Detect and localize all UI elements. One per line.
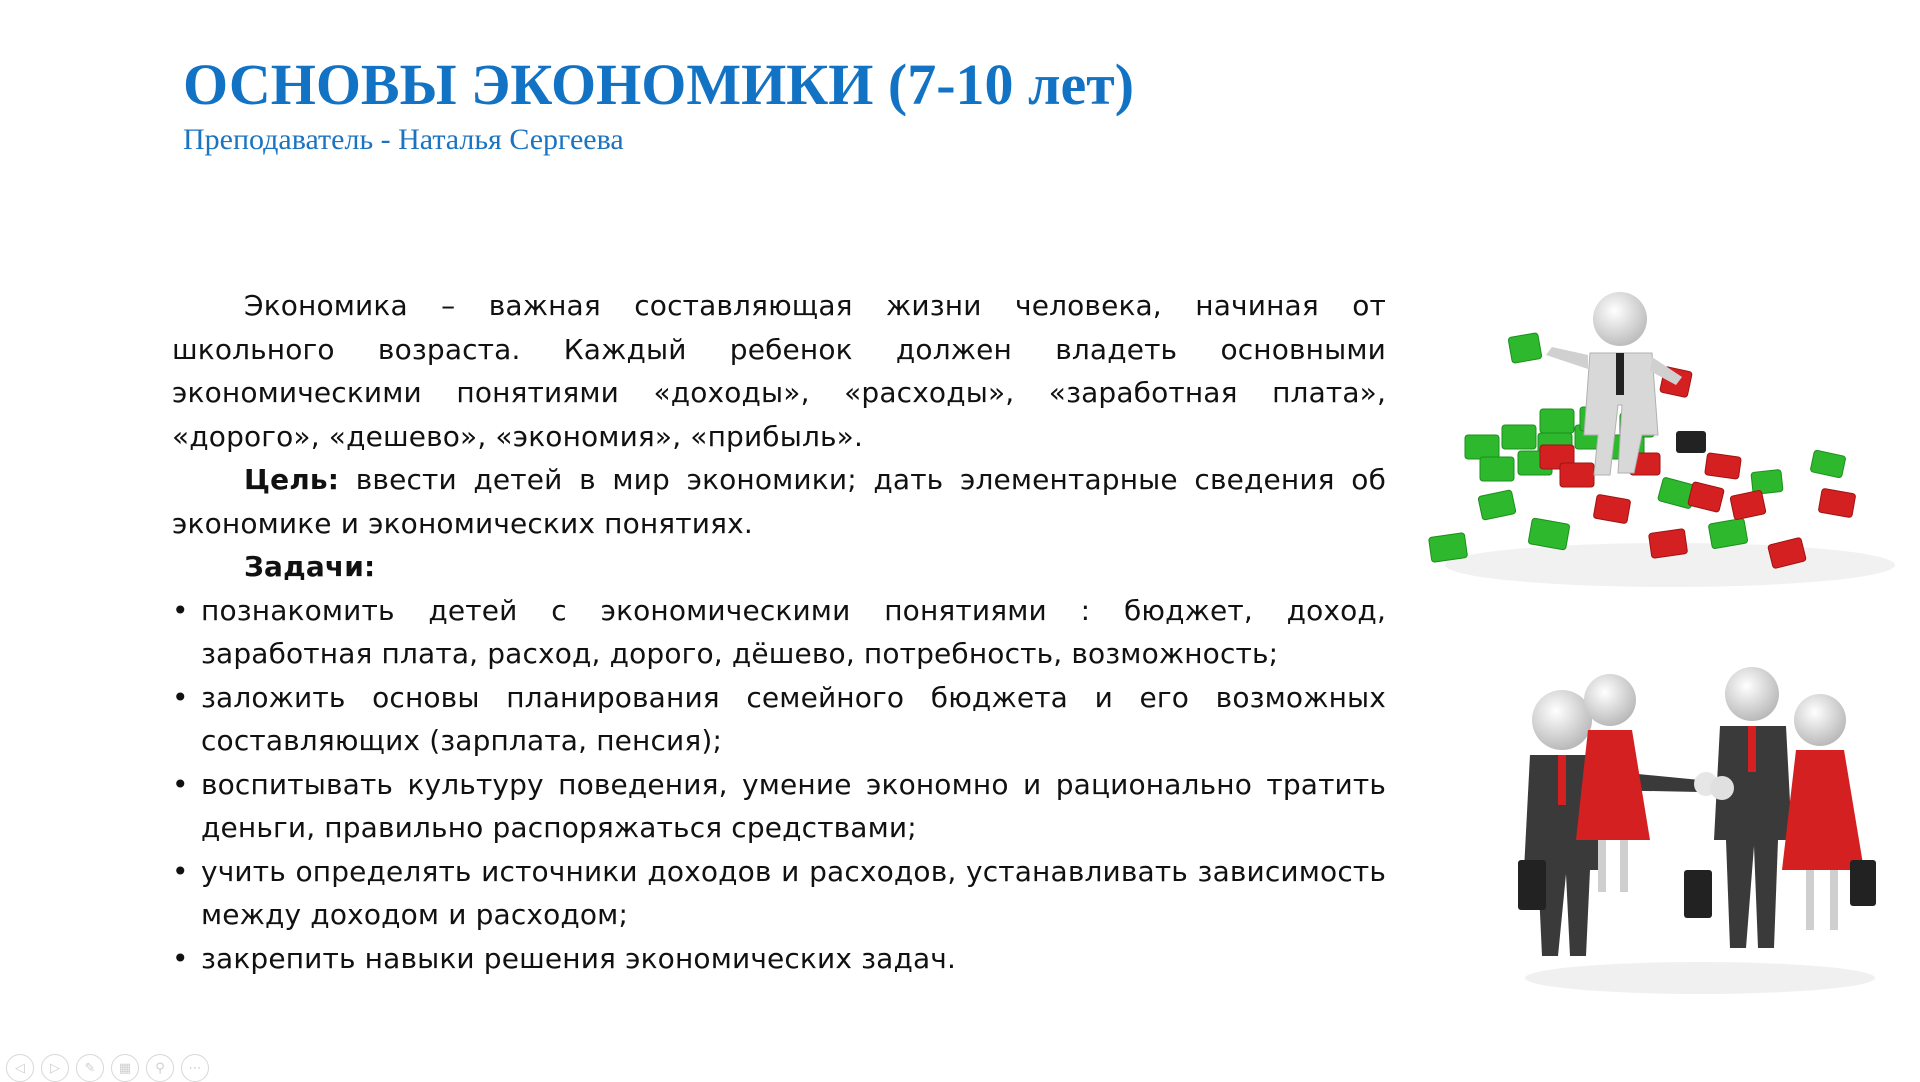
- team-handshake-illustration: [1500, 660, 1900, 1000]
- task-text: закрепить навыки решения экономических задач.: [201, 941, 957, 975]
- previous-slide-icon[interactable]: ◁: [6, 1054, 34, 1082]
- bullet: •: [172, 593, 189, 627]
- teacher-subtitle: Преподаватель - Наталья Сергеева: [183, 123, 624, 156]
- task-item: [172, 676, 1386, 763]
- tasks-list: [172, 589, 1386, 981]
- zoom-icon[interactable]: ⚲: [146, 1054, 174, 1082]
- puzzle-figure-illustration: [1420, 285, 1900, 595]
- task-item: [172, 937, 1386, 981]
- tasks-heading: [172, 545, 1386, 589]
- bullet: •: [172, 680, 189, 714]
- task-text: познакомить детей с экономическими понятиями : бюджет, доход, заработная плата, расход, дорого, дёшево, потребность, возможность;: [201, 593, 1386, 670]
- slides-grid-icon[interactable]: ▦: [111, 1054, 139, 1082]
- slide-title: ОСНОВЫ ЭКОНОМИКИ (7-10 лет): [183, 52, 1135, 117]
- bullet: •: [172, 941, 189, 975]
- pen-icon[interactable]: ✎: [76, 1054, 104, 1082]
- goal-paragraph: [172, 458, 1386, 545]
- task-item: [172, 589, 1386, 676]
- task-text: воспитывать культуру поведения, умение экономно и рационально тратить деньги, правильно распоряжаться средствами;: [201, 767, 1386, 844]
- bullet: •: [172, 767, 189, 801]
- task-item: [172, 763, 1386, 850]
- intro-paragraph: Экономика – важная составляющая жизни человека, начиная от школьного возраста. Каждый ребенок должен владеть основными экономическими понятиями «доходы», «расходы», «заработная плата», «дорого», «дешево», «экономия», «прибыль».: [172, 289, 1386, 453]
- next-slide-icon[interactable]: ▷: [41, 1054, 69, 1082]
- task-item: [172, 850, 1386, 937]
- task-text: учить определять источники доходов и расходов, устанавливать зависимость между доходом и расходом;: [201, 854, 1386, 931]
- bullet: •: [172, 854, 189, 888]
- more-options-icon[interactable]: ⋯: [181, 1054, 209, 1082]
- tasks-label: Задачи:: [244, 550, 376, 583]
- slide-body: [172, 284, 1386, 980]
- goal-text: ввести детей в мир экономики; дать элементарные сведения об экономике и экономических понятиях.: [172, 463, 1386, 540]
- task-text: заложить основы планирования семейного бюджета и его возможных составляющих (зарплата, пенсия);: [201, 680, 1386, 757]
- slideshow-controls: [6, 1054, 209, 1082]
- goal-label: Цель:: [244, 463, 340, 496]
